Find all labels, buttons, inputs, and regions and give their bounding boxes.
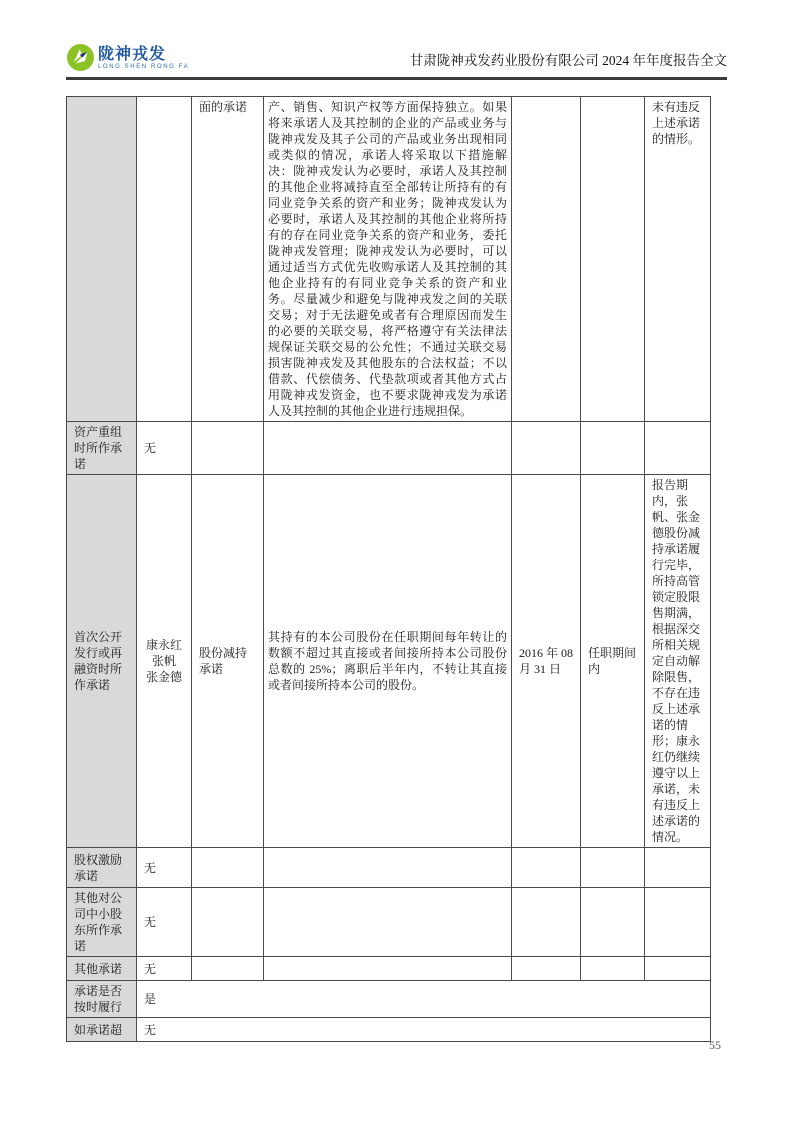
table-row-equity-incentive <box>67 848 711 888</box>
commitment-content-cell <box>264 888 512 957</box>
row-label-cell <box>67 97 137 422</box>
performance-cell <box>645 422 711 475</box>
commitment-date-cell <box>512 957 581 981</box>
row-label-cell: 首次公开发行或再融资时所作承诺 <box>67 475 137 848</box>
performance-cell: 报告期内，张帆、张金德股份减持承诺履行完毕，所持高管锁定股限售期满，根据深交所相关规定自动解除限售，不存在违反上述承诺的情形；康永红仍继续遵守以上承诺，未有违反上述承诺的情况。 <box>645 475 711 848</box>
performance-cell <box>645 888 711 957</box>
table-row-ipo-refinancing <box>67 475 711 848</box>
answer-cell: 是 <box>137 981 711 1018</box>
performance-cell <box>645 957 711 981</box>
row-label-cell: 其他对公司中小股东所作承诺 <box>67 888 137 957</box>
table-row-asset-restructuring <box>67 422 711 475</box>
committer-cell: 无 <box>137 422 192 475</box>
company-logo <box>67 44 189 71</box>
commitment-date-cell <box>512 422 581 475</box>
commitment-date-cell <box>512 848 581 888</box>
row-label-cell: 资产重组时所作承诺 <box>67 422 137 475</box>
commitment-content-cell <box>264 422 512 475</box>
table-row-overdue-commitment <box>67 1018 711 1042</box>
commitment-type-cell <box>192 422 264 475</box>
commitment-content-cell <box>264 957 512 981</box>
logo-brand-en: LONG SHEN RONG FA <box>98 64 190 70</box>
commitments-table <box>66 96 711 1042</box>
logo-mark-icon <box>67 44 94 71</box>
row-label-cell: 如承诺超 <box>67 1018 137 1042</box>
commitment-type-cell: 股份减持承诺 <box>192 475 264 848</box>
table-row-minority-shareholders <box>67 888 711 957</box>
commitment-content-cell <box>264 848 512 888</box>
page-number: 55 <box>709 1038 721 1052</box>
commitment-term-cell: 任职期间内 <box>581 475 645 848</box>
logo-brand-cn: 陇神戎发 <box>98 46 167 63</box>
commitment-content-cell: 产、销售、知识产权等方面保持独立。如果将来承诺人及其控制的企业的产品或业务与陇神戎发及其子公司的产品或业务出现相同或类似的情况，承诺人将采取以下措施解决：陇神戎发认为必要时，承诺人及其控制的其他企业将减持直至全部转让所持有的有同业竞争关系的资产和业务；陇神戎发认为必要时，承诺人及其控制的其他企业将所持有的存在同业竞争关系的资产和业务，委托陇神戎发管理；陇神戎发认为必要时，可以通过适当方式优先收购承诺人及其控制的其他企业持有的有同业竞争关系的资产和业务。尽量减少和避免与陇神戎发之间的关联交易；对于无法避免或者有合理原因而发生的必要的关联交易，将严格遵守有关法律法规保证关联交易的公允性；不通过关联交易损害陇神戎发及其他股东的合法权益；不以借款、代偿债务、代垫款项或者其他方式占用陇神戎发资金，也不要求陇神戎发为承诺人及其控制的其他企业进行违规担保。 <box>264 97 512 422</box>
table-row-fulfilled-on-time <box>67 981 711 1018</box>
logo-text <box>98 47 189 71</box>
row-label-cell: 股权激励承诺 <box>67 848 137 888</box>
commitment-term-cell <box>581 888 645 957</box>
document-title: 甘肃陇神戎发药业股份有限公司 2024 年年度报告全文 <box>409 53 727 68</box>
commitment-type-cell: 面的承诺 <box>192 97 264 422</box>
commitment-date-cell <box>512 97 581 422</box>
row-label-cell: 其他承诺 <box>67 957 137 981</box>
commitment-term-cell <box>581 957 645 981</box>
commitment-term-cell <box>581 97 645 422</box>
performance-cell <box>645 848 711 888</box>
row-label-cell: 承诺是否按时履行 <box>67 981 137 1018</box>
commitment-date-cell <box>512 888 581 957</box>
answer-cell: 无 <box>137 1018 711 1042</box>
committer-cell: 无 <box>137 957 192 981</box>
commitment-date-cell: 2016 年 08 月 31 日 <box>512 475 581 848</box>
commitment-type-cell <box>192 957 264 981</box>
table-row-continuation <box>67 97 711 422</box>
committer-cell <box>137 97 192 422</box>
commitment-type-cell <box>192 888 264 957</box>
committer-cell: 无 <box>137 888 192 957</box>
commitment-content-cell: 其持有的本公司股份在任职期间每年转让的数额不超过其直接或者间接所持本公司股份总数的 25%；离职后半年内，不转让其直接或者间接所持本公司的股份。 <box>264 475 512 848</box>
performance-cell: 未有违反上述承诺的情形。 <box>645 97 711 422</box>
committer-cell: 无 <box>137 848 192 888</box>
header-divider <box>66 77 727 80</box>
commitment-term-cell <box>581 422 645 475</box>
committer-cell: 康永红 张帆 张金德 <box>137 475 192 848</box>
table-row-other-commitments <box>67 957 711 981</box>
commitment-term-cell <box>581 848 645 888</box>
commitment-type-cell <box>192 848 264 888</box>
